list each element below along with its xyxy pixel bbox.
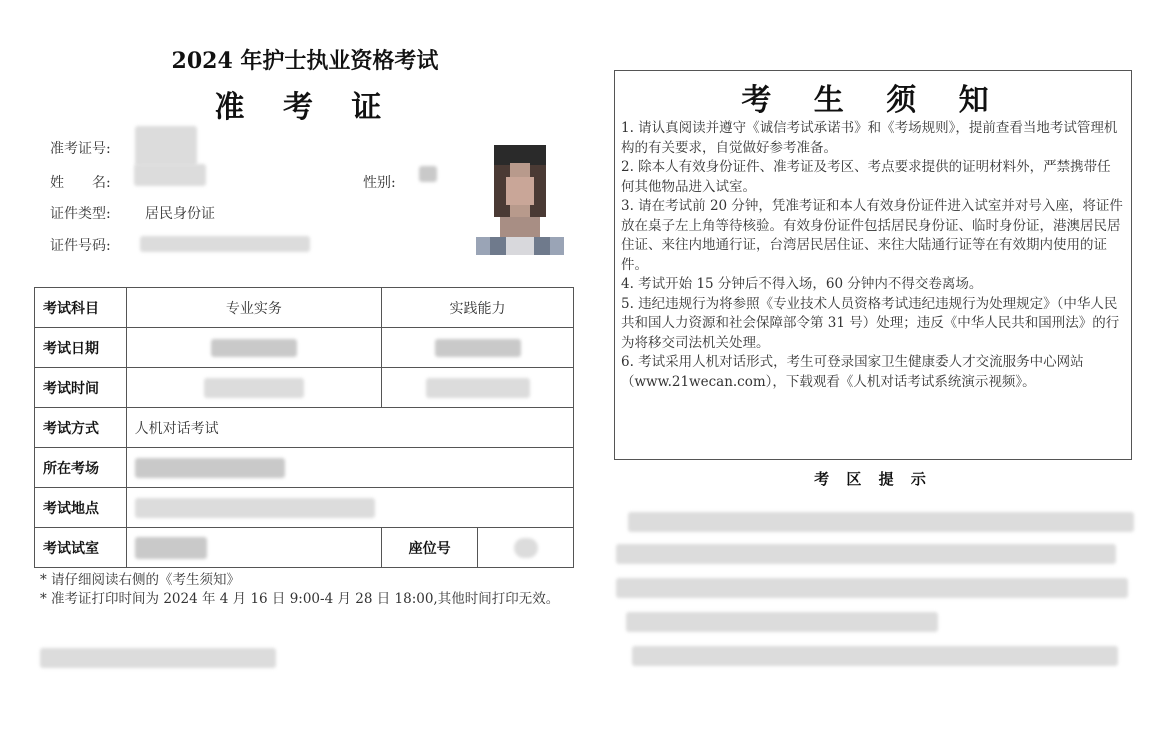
date-1-redacted — [126, 328, 381, 368]
notice-body — [621, 119, 1123, 392]
gender-redacted — [419, 166, 437, 182]
table-row — [35, 408, 574, 448]
id-type-label: 证件类型: — [50, 206, 111, 222]
ticket-no-label: 准考证号: — [50, 141, 111, 157]
date-2-redacted — [382, 328, 574, 368]
seat-label: 座位号 — [382, 528, 478, 568]
table-row — [35, 288, 574, 328]
venue-redacted — [126, 448, 573, 488]
subject-2: 实践能力 — [382, 288, 574, 328]
notice-item: 5. 违纪违规行为将参照《专业技术人员资格考试违纪违规行为处理规定》（中华人民共和国人力资源和社会保障部令第 31 号）处理；违反《中华人民共和国刑法》的行为将移交司法机关处理。 — [621, 295, 1120, 351]
table-row — [35, 528, 574, 568]
room-label: 考试试室 — [35, 528, 127, 568]
gender-label: 性别: — [363, 175, 396, 191]
hint-line-redacted — [632, 646, 1118, 666]
table-row — [35, 448, 574, 488]
time-2-redacted — [382, 368, 574, 408]
notice-item: 2. 除本人有效身份证件、准考证及考区、考点要求提供的证明材料外，严禁携带任何其他物品进入试室。 — [621, 159, 1111, 195]
ticket-no-redacted — [135, 126, 197, 166]
time-label: 考试时间 — [35, 368, 127, 408]
hint-line-redacted — [626, 612, 938, 632]
hint-line-redacted — [628, 512, 1134, 532]
notice-title: 考 生 须 知 — [741, 83, 1005, 118]
subject-1: 专业实务 — [126, 288, 381, 328]
notice-item: 6. 考试采用人机对话形式，考生可登录国家卫生健康委人才交流服务中心网站（www.21wecan.com），下载观看《人机对话考试系统演示视频》。 — [621, 354, 1084, 390]
notice-item: 1. 请认真阅读并遵守《诚信考试承诺书》和《考场规则》，提前查看当地考试管理机构的有关要求，自觉做好参考准备。 — [621, 120, 1118, 156]
ticket-title: 2024 年护士执业资格考试 — [171, 48, 439, 74]
subject-label: 考试科目 — [35, 288, 127, 328]
hint-line-redacted — [616, 544, 1116, 564]
id-no-redacted — [140, 236, 310, 252]
address-redacted — [126, 488, 573, 528]
name-redacted — [134, 164, 206, 186]
ticket-subtitle: 准 考 证 — [214, 90, 396, 125]
exam-area-hint-title: 考 区 提 示 — [814, 470, 932, 488]
candidate-photo — [476, 145, 564, 255]
notice-item: 3. 请在考试前 20 分钟，凭准考证和本人有效身份证件进入试室并对号入座，将证件放在桌子左上角等待核验。有效身份证件包括居民身份证、临时身份证，港澳居民居住证、来往内地通行证，台湾居民居住证、来往大陆通行证等在有效期内使用的证件。 — [621, 198, 1123, 273]
exam-info-table — [34, 287, 574, 568]
date-label: 考试日期 — [35, 328, 127, 368]
table-row — [35, 328, 574, 368]
method-value: 人机对话考试 — [126, 408, 573, 448]
venue-label: 所在考场 — [35, 448, 127, 488]
hint-line-redacted — [616, 578, 1128, 598]
candidate-notice-box — [614, 70, 1132, 460]
address-label: 考试地点 — [35, 488, 127, 528]
ticket-notes — [40, 571, 570, 609]
id-no-label: 证件号码: — [50, 238, 111, 254]
id-type-value: 居民身份证 — [145, 206, 215, 222]
note-item: * 请仔细阅读右侧的《考生须知》 — [40, 572, 241, 588]
method-label: 考试方式 — [35, 408, 127, 448]
table-row — [35, 368, 574, 408]
footer-redacted — [40, 648, 276, 668]
notice-item: 4. 考试开始 15 分钟后不得入场，60 分钟内不得交卷离场。 — [621, 276, 983, 292]
seat-redacted — [478, 528, 574, 568]
time-1-redacted — [126, 368, 381, 408]
table-row — [35, 488, 574, 528]
name-label: 姓 名: — [50, 175, 111, 191]
room-redacted — [126, 528, 381, 568]
note-item: * 准考证打印时间为 2024 年 4 月 16 日 9:00-4 月 28 日 18:00,其他时间打印无效。 — [40, 591, 560, 607]
